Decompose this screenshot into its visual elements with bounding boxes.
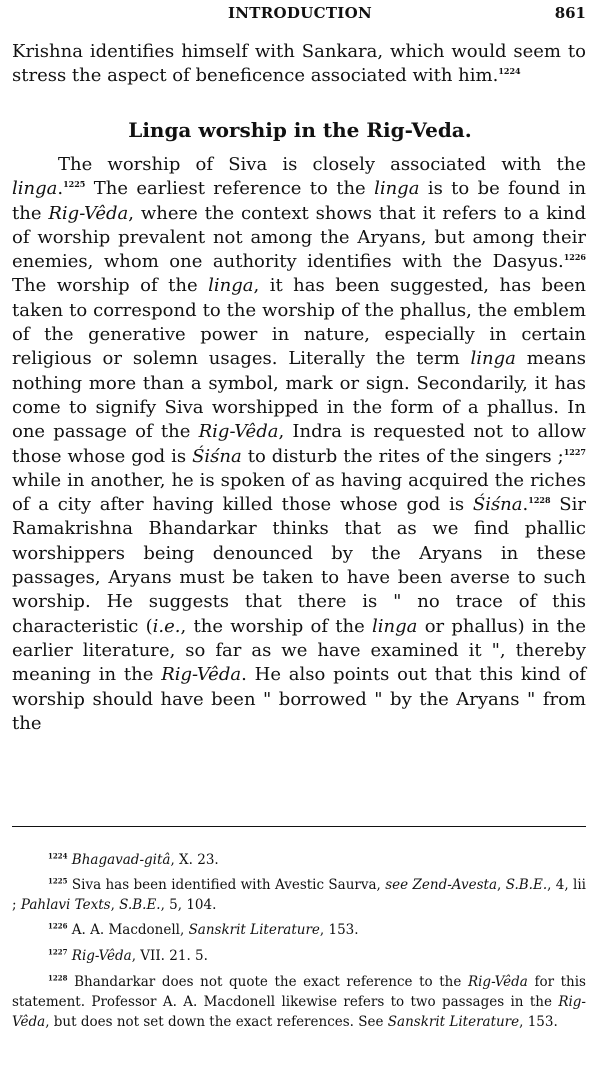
footnote-number: 1228: [48, 973, 68, 983]
paragraph-continuation: [12, 40, 586, 89]
footnote: $^{1224}$ Bhagavad-gitâ, X. 23.: [48, 851, 219, 868]
term-sisna: Śiśna: [192, 445, 242, 467]
running-header: [0, 2, 600, 28]
footnote-ref[interactable]: 1228: [528, 495, 551, 506]
footnote-divider: [12, 826, 586, 827]
footnote: $^{1226}$ A. A. Macdonell, Sanskrit Literature, 153.: [48, 921, 359, 938]
term-linga: linga: [12, 178, 58, 200]
section-heading: Linga worship in the Rig-Veda.: [128, 118, 472, 142]
footnote-ref[interactable]: 1226: [563, 252, 586, 263]
footnote-number: 1224: [48, 851, 68, 861]
term-rig-veda: Rig-Vêda: [48, 202, 129, 224]
running-title: INTRODUCTION: [227, 4, 372, 22]
footnote: $^{1225}$ Siva has been identified with Avestic Saurva, see Zend-Avesta, S.B.E., 4, lii ; Pahlavi Texts, S.B.E., 5, 104.: [12, 876, 587, 913]
footnote: $^{1228}$ Bhandarkar does not quote the exact reference to the Rig-Vêda for this statement. Professor A. A. Macdonell likewise refers to two passages in the Rig-Vêda, but does not set down the exact references. See Sanskrit Literature, 153.: [12, 973, 586, 1030]
footnote-number: 1225: [48, 876, 68, 886]
footnote: $^{1227}$ Rig-Vêda, VII. 21. 5.: [48, 947, 208, 964]
footnote-number: 1227: [48, 947, 68, 957]
footnote-ref[interactable]: 1224: [498, 66, 521, 77]
paragraph-linga-worship: The worship of Siva is closely associated with the linga.$^{1225}$ The earliest reference to the linga is to be found in the Rig-Vêda, where the context shows that it refers to a kind of worship prevalent not among the Aryans, but among their enemies, whom one authority identifies with the Dasyus.$^{1226}$ The worship of the linga, it has been suggested, has been taken to correspond to the worship of the phallus, the emblem of the generative power in nature, especially in certain religious or solemn usages. Literally the term linga means nothing more than a symbol, mark or sign. Secondarily, it has come to signify Siva worshipped in the form of a phallus. In one passage of the Rig-Vêda, Indra is requested not to allow those whose god is Śiśna to disturb the rites of the singers ;$^{1227}$ while in another, he is spoken of as having acquired the riches of a city after having killed those whose god is Śiśna.$^{1228}$ Sir Ramakrishna Bhandarkar thinks that as we find phallic worshippers being denounced by the Aryans in these passages, Aryans must be taken to have been averse to such worship. He suggests that there is " no trace of this characteristic (i.e., the worship of the linga or phallus) in the earlier literature, so far as we have examined it ", thereby meaning in the Rig-Vêda. He also points out that this kind of worship should have been " borrowed " by the Aryans " from the: [12, 154, 587, 734]
footnote-ref[interactable]: 1225: [63, 179, 86, 190]
footnote-ref[interactable]: 1227: [563, 446, 586, 457]
footnote-number: 1226: [48, 921, 68, 931]
paragraph-text: Krishna identifies himself with Sankara, which would seem to stress the aspect of beneficence associated with him.: [12, 41, 586, 87]
page-number: 861: [554, 4, 586, 22]
